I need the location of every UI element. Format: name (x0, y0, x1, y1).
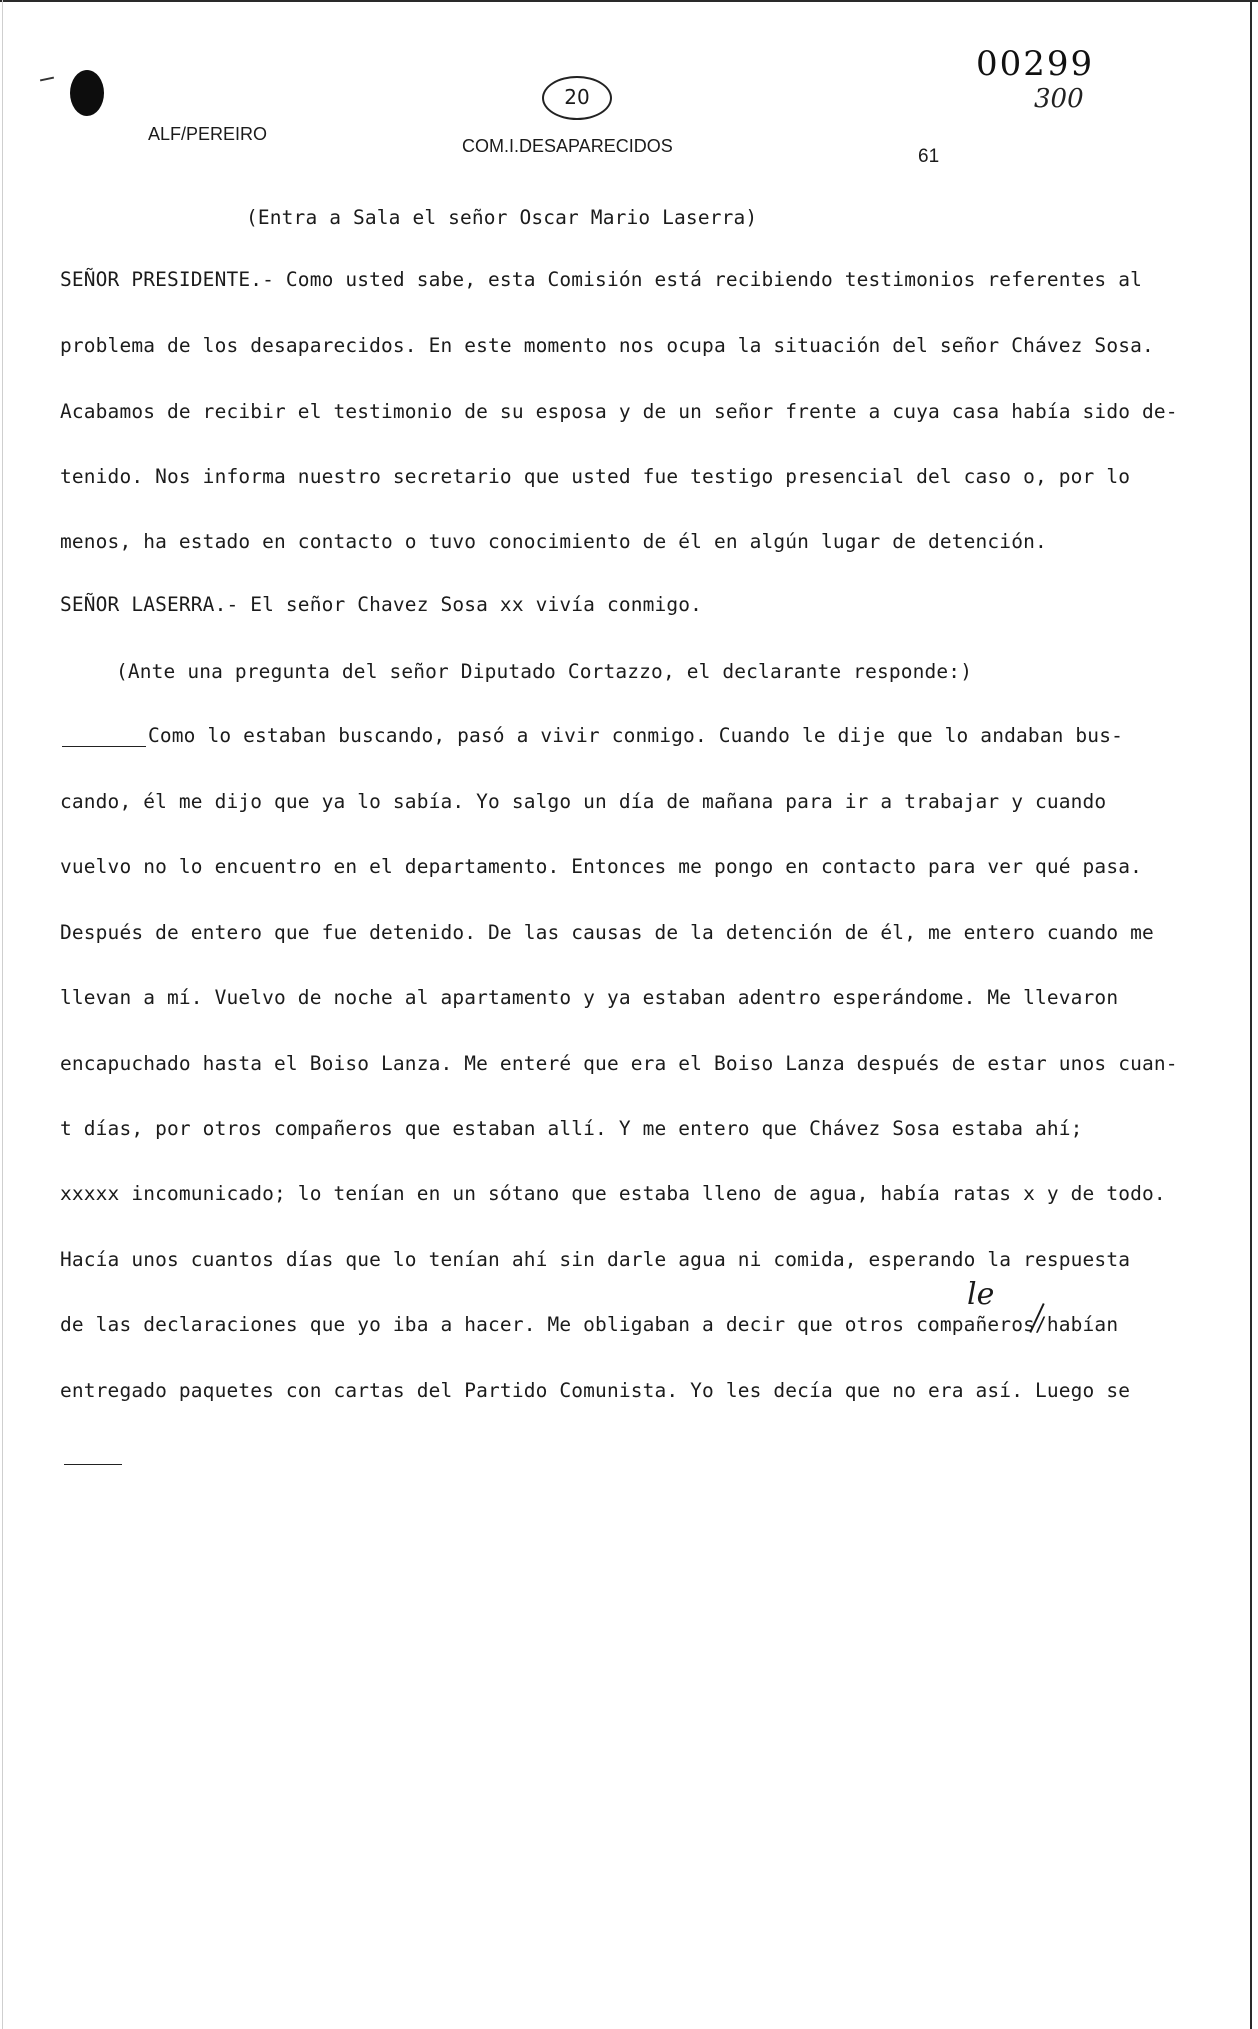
transcript-line: menos, ha estado en contacto o tuvo conocimiento de él en algún lugar de detención. (60, 530, 1047, 553)
transcript-line: Después de entero que fue detenido. De las causas de la detención de él, me entero cuando me (60, 921, 1154, 944)
page-number: 61 (918, 146, 940, 167)
transcript-line: Hacía unos cuantos días que lo tenían ahí sin darle agua ni comida, esperando la respuesta (60, 1248, 1131, 1271)
page-right-edge (1250, 0, 1252, 2029)
transcript-line: problema de los desaparecidos. En este momento nos ocupa la situación del señor Chávez Sosa. (60, 334, 1154, 357)
transcript-line: xxxxx incomunicado; lo tenían en un sótano que estaba lleno de agua, había ratas x y de todo. (60, 1182, 1166, 1205)
transcript-line: entregado paquetes con cartas del Partido Comunista. Yo les decía que no era así. Luego se (60, 1379, 1131, 1402)
author-code: ALF/PEREIRO (148, 124, 268, 144)
answer-indent-rule (62, 746, 146, 747)
transcript-line: de las declaraciones que yo iba a hacer. Me obligaban a decir que otros compañeros/habían (60, 1313, 1119, 1336)
punch-hole-mark (70, 70, 104, 116)
transcript-line: Acabamos de recibir el testimonio de su esposa y de un señor frente a cuya casa había sido de- (60, 400, 1178, 423)
circled-stamp: 20 (542, 76, 612, 120)
committee-name: COM.I.DESAPARECIDOS (462, 136, 673, 156)
handwritten-folio: 300 (1034, 84, 1084, 114)
stage-direction-entry: (Entra a Sala el señor Oscar Mario Laserra) (246, 206, 758, 229)
transcript-line: Como lo estaban buscando, pasó a vivir conmigo. Cuando le dije que lo andaban bus- (148, 724, 1123, 747)
transcript-line: llevan a mí. Vuelvo de noche al apartamento y ya estaban adentro esperándome. Me llevaron (60, 986, 1119, 1009)
transcript-line: t días, por otros compañeros que estaban allí. Y me entero que Chávez Sosa estaba ahí; (60, 1117, 1083, 1140)
stage-direction-question: (Ante una pregunta del señor Diputado Cortazzo, el declarante responde:) (116, 660, 973, 683)
transcript-line: tenido. Nos informa nuestro secretario que usted fue testigo presencial del caso o, por lo (60, 465, 1131, 488)
transcript-line: cando, él me dijo que ya lo sabía. Yo salgo un día de mañana para ir a trabajar y cuando (60, 790, 1107, 813)
pen-dash-mark (40, 77, 54, 82)
page-left-edge (2, 0, 3, 2029)
transcript-line: encapuchado hasta el Boiso Lanza. Me enteré que era el Boiso Lanza después de estar unos cuan- (60, 1052, 1178, 1075)
transcript-line: vuelvo no lo encuentro en el departamento. Entonces me pongo en contacto para ver qué pasa. (60, 855, 1142, 878)
document-number: 00299 (976, 44, 1095, 84)
handwritten-insert: le (967, 1277, 995, 1312)
transcript-line: SEÑOR PRESIDENTE.- Como usted sabe, esta Comisión está recibiendo testimonios referentes al (60, 268, 1142, 291)
footer-rule (64, 1464, 122, 1465)
page-top-edge (0, 0, 1258, 2)
speaker-line: SEÑOR LASERRA.- El señor Chavez Sosa xx vivía conmigo. (60, 593, 703, 616)
